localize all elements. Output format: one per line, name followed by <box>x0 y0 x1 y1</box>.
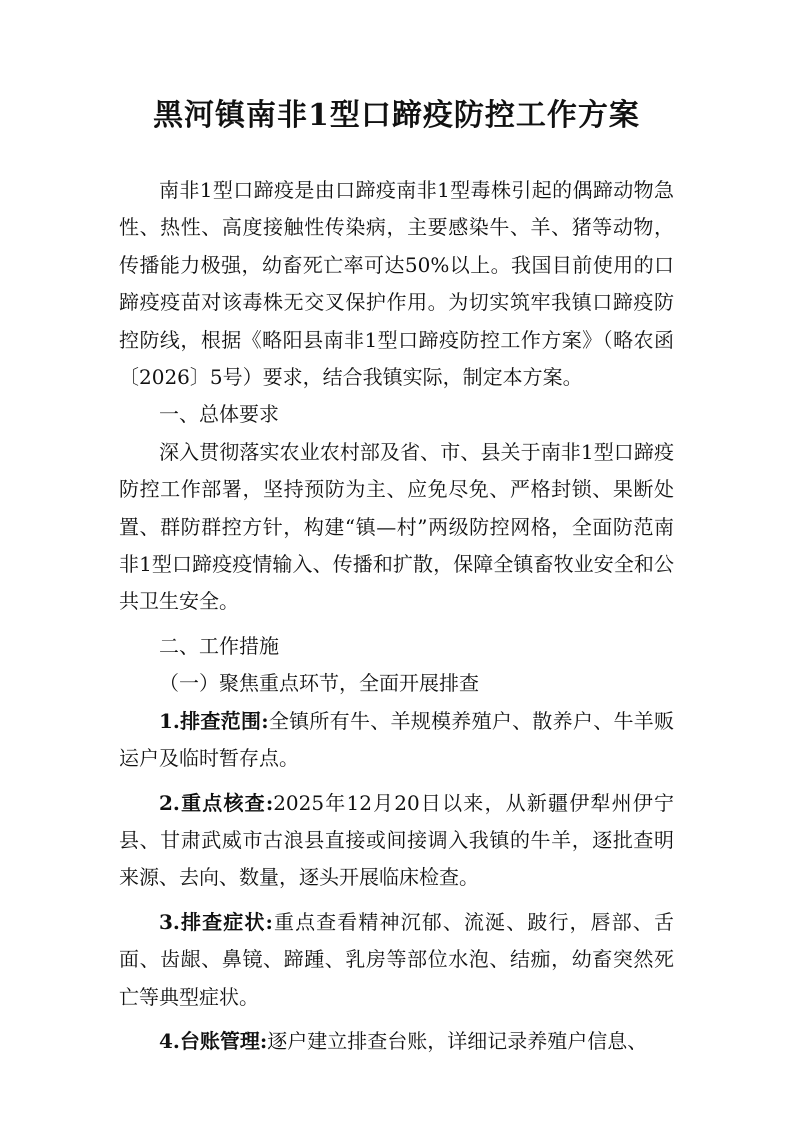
measure-item-label: 2.重点核查: <box>159 790 274 815</box>
section-heading-general-requirements: 一、总体要求 <box>159 402 279 427</box>
intro-paragraph: 南非1型口蹄疫是由口蹄疫南非1型毒株引起的偶蹄动物急性、热性、高度接触性传染病，主要感染牛、羊、猪等动物，传播能力极强，幼畜死亡率可达50%以上。我国目前使用的口蹄疫疫苗对该毒株无交叉保护作用。为切实筑牢我镇口蹄疫防控防线，根据《略阳县南非1型口蹄疫防控工作方案》（略农函〔2026〕5号）要求，结合我镇实际，制定本方案。 <box>119 178 674 390</box>
subsection-heading-inspection: （一）聚焦重点环节，全面开展排查 <box>159 671 479 696</box>
measure-item-text: 逐户建立排查台账，详细记录养殖户信息、 <box>267 1028 648 1053</box>
measure-item-scope <box>119 703 674 778</box>
measure-item-ledger <box>119 1023 674 1060</box>
section-heading-work-measures: 二、工作措施 <box>159 633 279 658</box>
document-body <box>119 172 674 1060</box>
measure-item-label: 3.排查症状: <box>159 909 273 934</box>
general-requirements-paragraph: 深入贯彻落实农业农村部及省、市、县关于南非1型口蹄疫防控工作部署，坚持预防为主、应免尽免、严格封锁、果断处置、群防群控方针，构建“镇—村”两级防控网格，全面防范南非1型口蹄疫疫情输入、传播和扩散，保障全镇畜牧业安全和公共卫生安全。 <box>119 439 674 614</box>
measure-item-symptoms <box>119 904 674 1016</box>
measure-item-label: 4.台账管理: <box>159 1028 268 1053</box>
measure-item-label: 1.排查范围: <box>159 708 269 733</box>
measure-item-key-check <box>119 785 674 897</box>
measure-item-text: 全镇所有牛、羊规模养殖户、散养户、牛羊贩运户及临时暂存点。 <box>119 708 674 771</box>
document-title: 黑河镇南非1型口蹄疫防控工作方案 <box>153 98 640 133</box>
measure-item-text: 重点查看精神沉郁、流涎、跛行，唇部、舌面、齿龈、鼻镜、蹄踵、乳房等部位水泡、结痂，幼畜突然死亡等典型症状。 <box>119 909 675 1009</box>
measure-item-text: 2025年12月20日以来，从新疆伊犁州伊宁县、甘肃武威市古浪县直接或间接调入我镇的牛羊，逐批查明来源、去向、数量，逐头开展临床检查。 <box>119 790 674 890</box>
